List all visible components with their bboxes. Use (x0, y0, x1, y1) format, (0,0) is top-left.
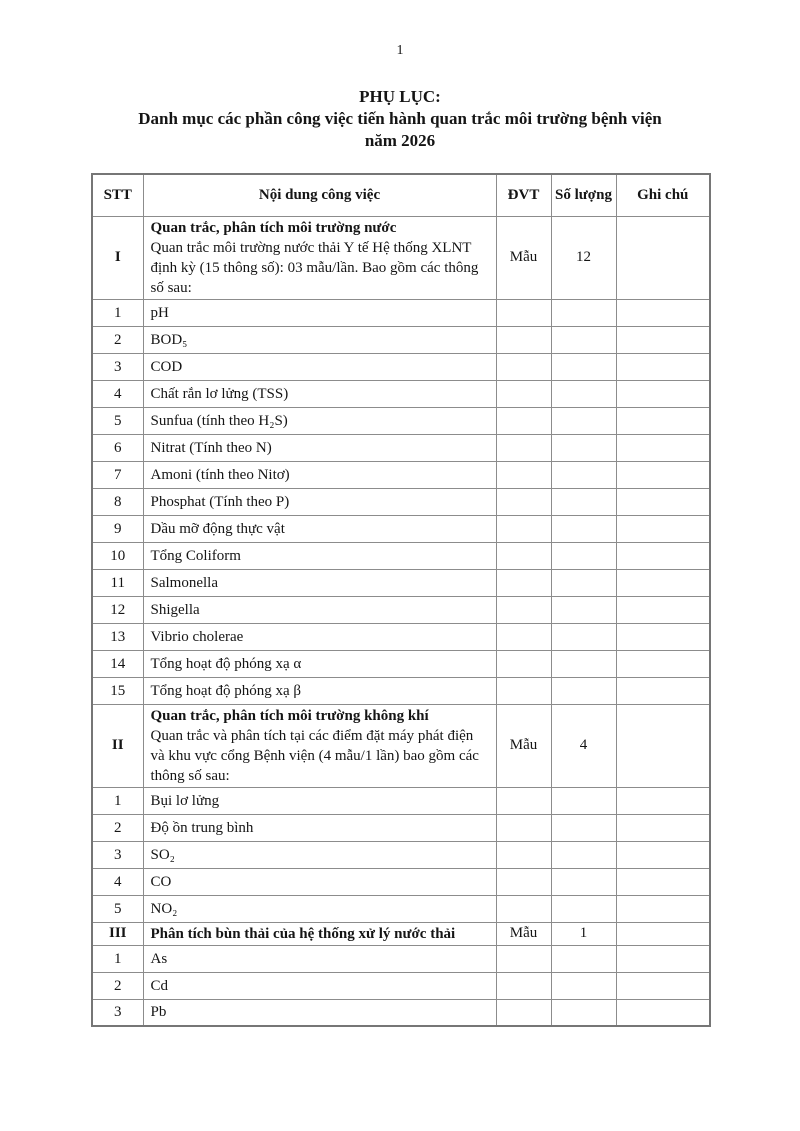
item-row (92, 650, 710, 677)
note-cell (616, 868, 710, 895)
item-row (92, 353, 710, 380)
content-cell (143, 814, 496, 841)
document-title: Danh mục các phần công việc tiến hành quan trắc môi trường bệnh viện (138, 109, 662, 128)
dvt-cell: Mẫu (496, 216, 551, 299)
stt-cell: 11 (92, 569, 143, 596)
work-item-text: SO₂ (150, 846, 175, 863)
section-row (92, 704, 710, 787)
dvt-cell (496, 677, 551, 704)
content-cell (143, 353, 496, 380)
work-item-text: Chất rắn lơ lửng (TSS) (150, 385, 289, 402)
qty-cell (551, 569, 616, 596)
dvt-cell (496, 868, 551, 895)
stt-cell: II (92, 704, 143, 787)
title-block (0, 86, 800, 152)
stt-cell: 3 (92, 999, 143, 1026)
work-item-text: As (150, 950, 168, 967)
content-cell (143, 972, 496, 999)
qty-cell (551, 999, 616, 1026)
dvt-cell (496, 407, 551, 434)
appendix-label: PHỤ LỤC: (359, 87, 441, 106)
content-cell (143, 488, 496, 515)
content-cell (143, 868, 496, 895)
work-item-text: BOD₅ (150, 331, 188, 348)
stt-cell: 10 (92, 542, 143, 569)
qty-cell (551, 945, 616, 972)
qty-cell (551, 542, 616, 569)
qty-cell (551, 787, 616, 814)
item-row (92, 299, 710, 326)
item-row (92, 895, 710, 922)
dvt-cell: Mẫu (496, 704, 551, 787)
item-row (92, 542, 710, 569)
dvt-cell: Mẫu (496, 922, 551, 945)
note-cell (616, 569, 710, 596)
qty-cell (551, 488, 616, 515)
document-title-year: năm 2026 (364, 131, 436, 150)
note-cell (616, 922, 710, 945)
item-row (92, 569, 710, 596)
note-cell (616, 216, 710, 299)
note-cell (616, 814, 710, 841)
stt-cell: 8 (92, 488, 143, 515)
item-row (92, 841, 710, 868)
dvt-cell (496, 569, 551, 596)
dvt-cell (496, 326, 551, 353)
qty-cell: 1 (551, 922, 616, 945)
stt-cell: 13 (92, 623, 143, 650)
item-row (92, 972, 710, 999)
dvt-cell (496, 488, 551, 515)
dvt-cell (496, 623, 551, 650)
stt-cell: 4 (92, 380, 143, 407)
stt-cell: 7 (92, 461, 143, 488)
work-item-text: COD (150, 358, 183, 375)
qty-cell (551, 407, 616, 434)
stt-cell: 12 (92, 596, 143, 623)
stt-cell: 4 (92, 868, 143, 895)
stt-cell: 1 (92, 945, 143, 972)
work-item-text: Quan trắc môi trường nước thải Y tế Hệ thống XLNT định kỳ (15 thông số): 03 mẫu/lần. Bao gồm các thông số sau: (150, 239, 479, 296)
work-item-text: NO₂ (150, 900, 178, 917)
stt-cell: 1 (92, 787, 143, 814)
work-item-text: Vibrio cholerae (150, 628, 244, 645)
dvt-cell (496, 895, 551, 922)
content-cell (143, 945, 496, 972)
qty-cell (551, 841, 616, 868)
work-item-text: Tổng hoạt độ phóng xạ β (150, 682, 302, 699)
work-item-text: pH (150, 304, 169, 321)
item-row (92, 623, 710, 650)
qty-cell: 12 (551, 216, 616, 299)
work-item-text: Bụi lơ lửng (150, 792, 220, 809)
dvt-cell (496, 299, 551, 326)
work-item-text: Salmonella (150, 574, 218, 591)
note-cell (616, 515, 710, 542)
work-item-text: Phosphat (Tính theo P) (150, 493, 290, 510)
item-row (92, 488, 710, 515)
content-cell (143, 596, 496, 623)
content-cell (143, 704, 496, 787)
note-cell (616, 434, 710, 461)
qty-cell (551, 814, 616, 841)
note-cell (616, 704, 710, 787)
note-cell (616, 407, 710, 434)
dvt-cell (496, 515, 551, 542)
stt-cell: 2 (92, 814, 143, 841)
note-cell (616, 650, 710, 677)
note-cell (616, 488, 710, 515)
stt-cell: 15 (92, 677, 143, 704)
work-items-table (91, 173, 711, 1027)
section-heading: Quan trắc, phân tích môi trường không khí (150, 707, 429, 724)
content-cell (143, 407, 496, 434)
work-item-text: Shigella (150, 601, 200, 618)
work-item-text: CO (150, 873, 172, 890)
section-heading: Phân tích bùn thải của hệ thống xử lý nước thải (150, 925, 456, 942)
stt-cell: 5 (92, 407, 143, 434)
dvt-cell (496, 461, 551, 488)
qty-cell: 4 (551, 704, 616, 787)
section-row (92, 216, 710, 299)
content-cell (143, 299, 496, 326)
item-row (92, 945, 710, 972)
page-number: 1 (396, 43, 404, 58)
header-cell-2: ĐVT (496, 174, 551, 216)
content-cell (143, 380, 496, 407)
qty-cell (551, 677, 616, 704)
qty-cell (551, 326, 616, 353)
qty-cell (551, 299, 616, 326)
dvt-cell (496, 542, 551, 569)
stt-cell: 2 (92, 326, 143, 353)
work-item-text: Tổng hoạt độ phóng xạ α (150, 655, 302, 672)
note-cell (616, 353, 710, 380)
qty-cell (551, 596, 616, 623)
header-cell-1: Nội dung công việc (143, 174, 496, 216)
content-cell (143, 515, 496, 542)
content-cell (143, 677, 496, 704)
note-cell (616, 999, 710, 1026)
content-cell (143, 216, 496, 299)
qty-cell (551, 515, 616, 542)
stt-cell: III (92, 922, 143, 945)
stt-cell: 1 (92, 299, 143, 326)
qty-cell (551, 650, 616, 677)
qty-cell (551, 868, 616, 895)
table-header (92, 174, 710, 216)
dvt-cell (496, 841, 551, 868)
dvt-cell (496, 596, 551, 623)
qty-cell (551, 380, 616, 407)
header-row (92, 174, 710, 216)
work-item-text: Pb (150, 1004, 167, 1021)
stt-cell: 3 (92, 353, 143, 380)
content-cell (143, 434, 496, 461)
dvt-cell (496, 650, 551, 677)
item-row (92, 407, 710, 434)
item-row (92, 868, 710, 895)
qty-cell (551, 623, 616, 650)
work-item-text: Dầu mỡ động thực vật (150, 520, 285, 537)
note-cell (616, 895, 710, 922)
note-cell (616, 596, 710, 623)
work-item-text: Amoni (tính theo Nitơ) (150, 466, 290, 483)
content-cell (143, 787, 496, 814)
note-cell (616, 972, 710, 999)
note-cell (616, 841, 710, 868)
header-cell-4: Ghi chú (616, 174, 710, 216)
content-cell (143, 326, 496, 353)
item-row (92, 787, 710, 814)
content-cell (143, 841, 496, 868)
stt-cell: 2 (92, 972, 143, 999)
dvt-cell (496, 945, 551, 972)
item-row (92, 814, 710, 841)
dvt-cell (496, 353, 551, 380)
section-heading: Quan trắc, phân tích môi trường nước (150, 219, 397, 236)
dvt-cell (496, 787, 551, 814)
work-item-text: Sunfua (tính theo H₂S) (150, 412, 288, 429)
work-item-text: Tổng Coliform (150, 547, 241, 564)
content-cell (143, 542, 496, 569)
item-row (92, 461, 710, 488)
content-cell (143, 999, 496, 1026)
stt-cell: 6 (92, 434, 143, 461)
work-item-text: Quan trắc và phân tích tại các điểm đặt máy phát điện và khu vực cổng Bệnh viện (4 mẫu/1 lần) bao gồm các thông số sau: (150, 727, 479, 784)
dvt-cell (496, 814, 551, 841)
content-cell (143, 650, 496, 677)
qty-cell (551, 461, 616, 488)
table-body (92, 216, 710, 1026)
work-item-text: Cd (150, 977, 169, 994)
qty-cell (551, 972, 616, 999)
qty-cell (551, 353, 616, 380)
qty-cell (551, 434, 616, 461)
dvt-cell (496, 972, 551, 999)
item-row (92, 380, 710, 407)
note-cell (616, 326, 710, 353)
dvt-cell (496, 380, 551, 407)
note-cell (616, 461, 710, 488)
header-cell-3: Số lượng (551, 174, 616, 216)
item-row (92, 434, 710, 461)
content-cell (143, 461, 496, 488)
header-cell-0: STT (92, 174, 143, 216)
stt-cell: I (92, 216, 143, 299)
note-cell (616, 787, 710, 814)
item-row (92, 515, 710, 542)
content-cell (143, 895, 496, 922)
note-cell (616, 945, 710, 972)
work-item-text: Nitrat (Tính theo N) (150, 439, 272, 456)
content-cell (143, 623, 496, 650)
work-item-text: Độ ồn trung bình (150, 819, 254, 836)
note-cell (616, 380, 710, 407)
section-row (92, 922, 710, 945)
content-cell (143, 922, 496, 945)
stt-cell: 3 (92, 841, 143, 868)
qty-cell (551, 895, 616, 922)
note-cell (616, 299, 710, 326)
content-cell (143, 569, 496, 596)
item-row (92, 326, 710, 353)
note-cell (616, 677, 710, 704)
stt-cell: 14 (92, 650, 143, 677)
item-row (92, 999, 710, 1026)
stt-cell: 5 (92, 895, 143, 922)
note-cell (616, 542, 710, 569)
item-row (92, 596, 710, 623)
dvt-cell (496, 999, 551, 1026)
note-cell (616, 623, 710, 650)
stt-cell: 9 (92, 515, 143, 542)
item-row (92, 677, 710, 704)
dvt-cell (496, 434, 551, 461)
